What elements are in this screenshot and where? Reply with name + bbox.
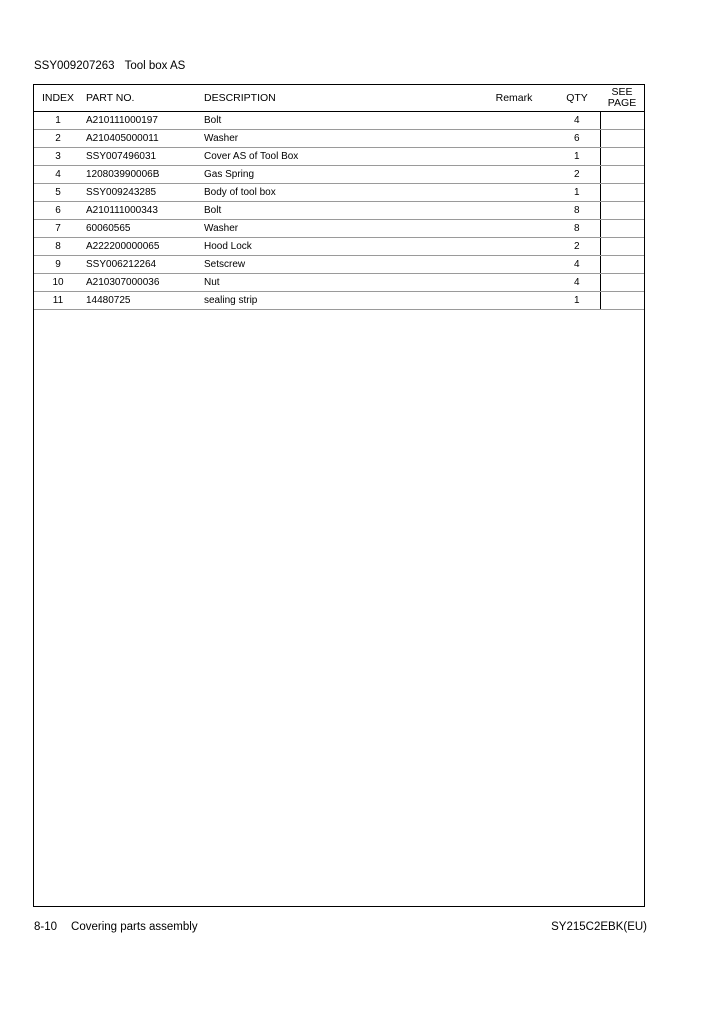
row-part-no: SSY009243285 bbox=[82, 184, 204, 202]
table-row bbox=[34, 292, 644, 310]
row-qty: 1 bbox=[554, 148, 600, 166]
row-index: 2 bbox=[34, 130, 82, 148]
row-qty: 4 bbox=[554, 256, 600, 274]
parts-table bbox=[34, 85, 644, 310]
row-qty: 8 bbox=[554, 220, 600, 238]
column-header-qty: QTY bbox=[554, 85, 600, 112]
assembly-code: SSY009207263 bbox=[34, 60, 115, 72]
row-part-no: A210111000343 bbox=[82, 202, 204, 220]
parts-table-body bbox=[34, 112, 644, 310]
table-row bbox=[34, 220, 644, 238]
row-part-no: A222200000065 bbox=[82, 238, 204, 256]
row-see-page bbox=[600, 184, 644, 202]
row-remark bbox=[474, 112, 554, 130]
model-code: SY215C2EBK(EU) bbox=[551, 921, 647, 933]
row-qty: 4 bbox=[554, 274, 600, 292]
assembly-name: Tool box AS bbox=[124, 60, 186, 72]
row-qty: 1 bbox=[554, 184, 600, 202]
page-footer-left bbox=[34, 921, 198, 933]
row-description: Body of tool box bbox=[204, 184, 474, 202]
row-remark bbox=[474, 274, 554, 292]
row-index: 10 bbox=[34, 274, 82, 292]
table-row bbox=[34, 202, 644, 220]
row-index: 3 bbox=[34, 148, 82, 166]
table-row bbox=[34, 112, 644, 130]
row-qty: 2 bbox=[554, 166, 600, 184]
row-part-no: 14480725 bbox=[82, 292, 204, 310]
row-description: Setscrew bbox=[204, 256, 474, 274]
row-qty: 1 bbox=[554, 292, 600, 310]
row-part-no: A210307000036 bbox=[82, 274, 204, 292]
column-header-part-no: PART NO. bbox=[82, 85, 204, 112]
section-name: Covering parts assembly bbox=[71, 921, 198, 933]
column-header-description: DESCRIPTION bbox=[204, 85, 474, 112]
table-row bbox=[34, 166, 644, 184]
row-description: Gas Spring bbox=[204, 166, 474, 184]
row-index: 7 bbox=[34, 220, 82, 238]
row-part-no: A210111000197 bbox=[82, 112, 204, 130]
row-index: 4 bbox=[34, 166, 82, 184]
row-description: Hood Lock bbox=[204, 238, 474, 256]
table-header-row bbox=[34, 85, 644, 112]
page-number: 8-10 bbox=[34, 921, 58, 933]
row-remark bbox=[474, 238, 554, 256]
row-part-no: SSY006212264 bbox=[82, 256, 204, 274]
row-see-page bbox=[600, 274, 644, 292]
column-header-index: INDEX bbox=[34, 85, 82, 112]
row-qty: 4 bbox=[554, 112, 600, 130]
row-remark bbox=[474, 202, 554, 220]
row-description: Washer bbox=[204, 130, 474, 148]
row-part-no: 60060565 bbox=[82, 220, 204, 238]
row-description: Nut bbox=[204, 274, 474, 292]
row-see-page bbox=[600, 220, 644, 238]
row-see-page bbox=[600, 256, 644, 274]
row-see-page bbox=[600, 148, 644, 166]
table-row bbox=[34, 184, 644, 202]
see-page-line2: PAGE bbox=[607, 97, 637, 109]
page-header bbox=[34, 60, 185, 72]
column-header-remark: Remark bbox=[474, 85, 554, 112]
row-description: Washer bbox=[204, 220, 474, 238]
row-part-no: A210405000011 bbox=[82, 130, 204, 148]
row-index: 9 bbox=[34, 256, 82, 274]
row-see-page bbox=[600, 292, 644, 310]
row-part-no: SSY007496031 bbox=[82, 148, 204, 166]
row-remark bbox=[474, 166, 554, 184]
row-remark bbox=[474, 292, 554, 310]
row-index: 6 bbox=[34, 202, 82, 220]
row-description: Bolt bbox=[204, 112, 474, 130]
table-row bbox=[34, 130, 644, 148]
table-row bbox=[34, 148, 644, 166]
row-see-page bbox=[600, 130, 644, 148]
row-index: 8 bbox=[34, 238, 82, 256]
row-part-no: 120803990006B bbox=[82, 166, 204, 184]
row-see-page bbox=[600, 112, 644, 130]
row-description: sealing strip bbox=[204, 292, 474, 310]
table-row bbox=[34, 238, 644, 256]
row-remark bbox=[474, 184, 554, 202]
row-see-page bbox=[600, 166, 644, 184]
row-qty: 6 bbox=[554, 130, 600, 148]
parts-list-frame bbox=[33, 84, 645, 907]
row-see-page bbox=[600, 238, 644, 256]
row-remark bbox=[474, 256, 554, 274]
table-row bbox=[34, 274, 644, 292]
row-index: 11 bbox=[34, 292, 82, 310]
row-qty: 2 bbox=[554, 238, 600, 256]
row-remark bbox=[474, 130, 554, 148]
row-remark bbox=[474, 220, 554, 238]
row-index: 1 bbox=[34, 112, 82, 130]
column-header-see-page bbox=[600, 85, 644, 112]
row-qty: 8 bbox=[554, 202, 600, 220]
row-see-page bbox=[600, 202, 644, 220]
row-description: Bolt bbox=[204, 202, 474, 220]
row-remark bbox=[474, 148, 554, 166]
row-index: 5 bbox=[34, 184, 82, 202]
see-page-line1: SEE bbox=[611, 86, 633, 98]
table-row bbox=[34, 256, 644, 274]
row-description: Cover AS of Tool Box bbox=[204, 148, 474, 166]
